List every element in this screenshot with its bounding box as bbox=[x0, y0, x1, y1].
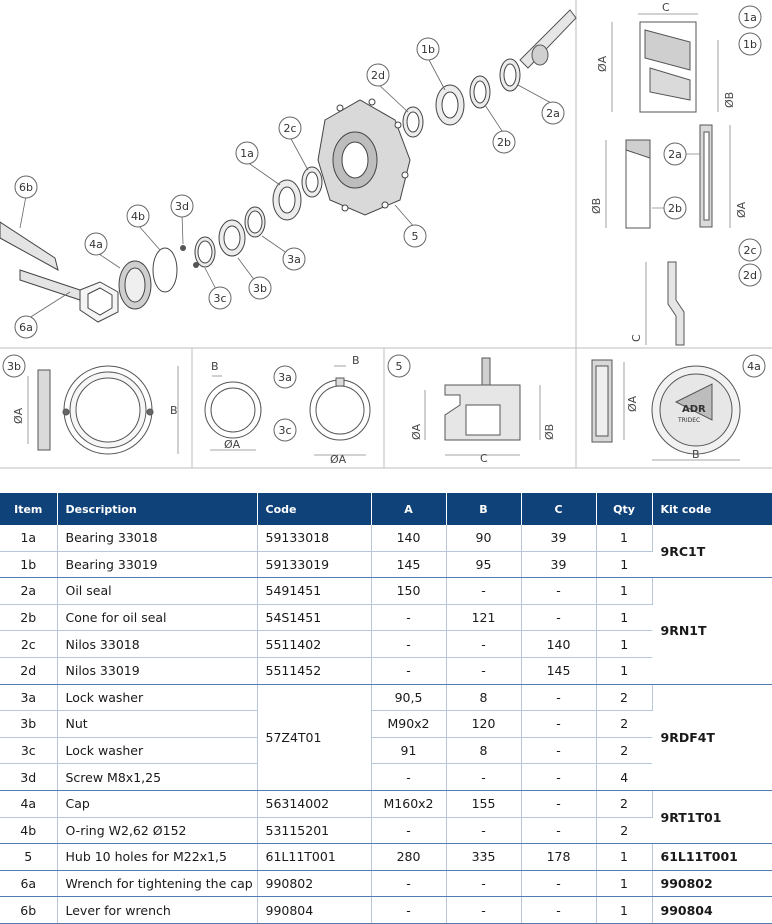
cell-code: 54S1451 bbox=[257, 604, 371, 631]
callout-2a: 2a bbox=[546, 107, 560, 120]
bearing-section-drawing bbox=[640, 22, 696, 112]
dim-a-hub: ØA bbox=[410, 423, 423, 440]
oring-4b-drawing bbox=[153, 248, 177, 292]
cell-item: 4b bbox=[0, 817, 57, 844]
callout-2c: 2c bbox=[283, 122, 297, 135]
cell-item: 2a bbox=[0, 578, 57, 605]
callout-4a: 4a bbox=[89, 238, 103, 251]
cell-code: 990802 bbox=[257, 870, 371, 897]
cell-kit-code: 990804 bbox=[652, 897, 772, 924]
cell-qty: 1 bbox=[596, 657, 652, 684]
dim-b-washer-3a: B bbox=[352, 354, 360, 367]
cell-code: 5491451 bbox=[257, 578, 371, 605]
cell-item: 2b bbox=[0, 604, 57, 631]
cell-a: - bbox=[371, 604, 446, 631]
dim-b-bearing: ØB bbox=[723, 91, 736, 108]
cell-item: 3a bbox=[0, 684, 57, 711]
callout-2a-detail: 2a bbox=[668, 148, 682, 161]
table-row bbox=[0, 897, 772, 924]
cell-description: Lever for wrench bbox=[57, 897, 257, 924]
cell-a: - bbox=[371, 817, 446, 844]
header-a: A bbox=[371, 493, 446, 525]
dim-b-washer-3c: B bbox=[211, 360, 219, 373]
cell-a: M90x2 bbox=[371, 711, 446, 738]
header-description: Description bbox=[57, 493, 257, 525]
cell-c: - bbox=[521, 764, 596, 791]
callout-1a-detail: 1a bbox=[743, 11, 757, 24]
parts-table bbox=[0, 493, 772, 924]
cell-description: Hub 10 holes for M22x1,5 bbox=[57, 844, 257, 871]
cell-code: 59133019 bbox=[257, 551, 371, 578]
cell-item: 2d bbox=[0, 657, 57, 684]
cell-qty: 1 bbox=[596, 525, 652, 551]
callout-6a: 6a bbox=[19, 321, 33, 334]
dim-a-seal: ØA bbox=[735, 201, 748, 218]
cell-description: Oil seal bbox=[57, 578, 257, 605]
cell-description: Bearing 33019 bbox=[57, 551, 257, 578]
header-kit-code: Kit code bbox=[652, 493, 772, 525]
cell-item: 1a bbox=[0, 525, 57, 551]
svg-text:ADR: ADR bbox=[682, 404, 706, 415]
cell-kit-code: 9RDF4T bbox=[652, 684, 772, 790]
cell-code: 56314002 bbox=[257, 790, 371, 817]
callout-3d: 3d bbox=[175, 200, 189, 213]
cell-b: - bbox=[446, 657, 521, 684]
cell-item: 5 bbox=[0, 844, 57, 871]
nut-detail-drawing bbox=[38, 366, 153, 454]
callout-2c-detail: 2c bbox=[743, 244, 757, 257]
header-code: Code bbox=[257, 493, 371, 525]
cell-item: 2c bbox=[0, 631, 57, 658]
cell-b: 335 bbox=[446, 844, 521, 871]
cell-kit-code: 9RT1T01 bbox=[652, 790, 772, 843]
cell-b: 8 bbox=[446, 737, 521, 764]
axle-shaft bbox=[520, 10, 576, 68]
callout-5-detail: 5 bbox=[395, 360, 403, 373]
cell-c: 39 bbox=[521, 525, 596, 551]
callout-6b: 6b bbox=[19, 181, 33, 194]
callout-1a: 1a bbox=[240, 147, 254, 160]
callout-2d-detail: 2d bbox=[743, 269, 757, 282]
callout-2b: 2b bbox=[497, 136, 511, 149]
header-b: B bbox=[446, 493, 521, 525]
cell-description: O-ring W2,62 Ø152 bbox=[57, 817, 257, 844]
cell-description: Screw M8x1,25 bbox=[57, 764, 257, 791]
cell-c: - bbox=[521, 578, 596, 605]
cell-item: 3d bbox=[0, 764, 57, 791]
cell-kit-code: 9RC1T bbox=[652, 525, 772, 578]
table-row bbox=[0, 684, 772, 711]
table-row bbox=[0, 844, 772, 871]
cell-c: - bbox=[521, 817, 596, 844]
cell-item: 6b bbox=[0, 897, 57, 924]
cell-a: 140 bbox=[371, 525, 446, 551]
header-qty: Qty bbox=[596, 493, 652, 525]
dim-b-cone: ØB bbox=[590, 197, 603, 214]
cell-description: Lock washer bbox=[57, 684, 257, 711]
cell-b: - bbox=[446, 764, 521, 791]
dim-a-cap: ØA bbox=[626, 395, 639, 412]
cell-a: - bbox=[371, 897, 446, 924]
cell-a: - bbox=[371, 870, 446, 897]
callout-3a-detail: 3a bbox=[278, 371, 292, 384]
cell-code: 5511452 bbox=[257, 657, 371, 684]
cell-code: 61L11T001 bbox=[257, 844, 371, 871]
dim-b-nut: B bbox=[170, 404, 178, 417]
hub-section-drawing bbox=[445, 358, 520, 440]
callout-3a: 3a bbox=[287, 253, 301, 266]
hub-drawing bbox=[318, 99, 410, 215]
header-c: C bbox=[521, 493, 596, 525]
cell-description: Nut bbox=[57, 711, 257, 738]
callout-3c: 3c bbox=[213, 292, 227, 305]
cell-qty: 1 bbox=[596, 631, 652, 658]
cell-description: Cap bbox=[57, 790, 257, 817]
callout-4a-detail: 4a bbox=[747, 360, 761, 373]
cell-a: 145 bbox=[371, 551, 446, 578]
cell-b: 121 bbox=[446, 604, 521, 631]
cell-code: 5511402 bbox=[257, 631, 371, 658]
callout-1b-detail: 1b bbox=[743, 38, 757, 51]
cell-qty: 2 bbox=[596, 684, 652, 711]
dim-c-hub: C bbox=[480, 452, 488, 465]
cell-qty: 1 bbox=[596, 844, 652, 871]
dim-a-nut: ØA bbox=[12, 407, 25, 424]
cell-a: - bbox=[371, 631, 446, 658]
cell-item: 4a bbox=[0, 790, 57, 817]
cell-b: - bbox=[446, 817, 521, 844]
header-item: Item bbox=[0, 493, 57, 525]
table-row bbox=[0, 870, 772, 897]
cell-kit-code: 61L11T001 bbox=[652, 844, 772, 871]
cell-c: 39 bbox=[521, 551, 596, 578]
cell-description: Nilos 33018 bbox=[57, 631, 257, 658]
cell-c: 145 bbox=[521, 657, 596, 684]
cell-a: M160x2 bbox=[371, 790, 446, 817]
cell-c: - bbox=[521, 711, 596, 738]
cell-b: 95 bbox=[446, 551, 521, 578]
cell-code: 59133018 bbox=[257, 525, 371, 551]
cell-b: - bbox=[446, 631, 521, 658]
cell-c: - bbox=[521, 684, 596, 711]
cell-c: 178 bbox=[521, 844, 596, 871]
cell-b: - bbox=[446, 897, 521, 924]
cell-c: 140 bbox=[521, 631, 596, 658]
cell-a: 91 bbox=[371, 737, 446, 764]
dim-a-washer-3a: ØA bbox=[330, 453, 347, 466]
cell-description: Bearing 33018 bbox=[57, 525, 257, 551]
cell-c: - bbox=[521, 897, 596, 924]
callout-4b: 4b bbox=[131, 210, 145, 223]
dim-c-nilos: C bbox=[630, 334, 643, 342]
cell-a: 90,5 bbox=[371, 684, 446, 711]
cell-qty: 4 bbox=[596, 764, 652, 791]
cell-b: 90 bbox=[446, 525, 521, 551]
dim-b-cap: B bbox=[692, 448, 700, 461]
cell-qty: 2 bbox=[596, 790, 652, 817]
cell-item: 1b bbox=[0, 551, 57, 578]
dim-c-bearing: C bbox=[662, 1, 670, 14]
cell-b: 155 bbox=[446, 790, 521, 817]
cell-a: 150 bbox=[371, 578, 446, 605]
cell-code: 53115201 bbox=[257, 817, 371, 844]
cell-c: - bbox=[521, 604, 596, 631]
cell-c: - bbox=[521, 790, 596, 817]
cell-qty: 2 bbox=[596, 711, 652, 738]
table-header-row bbox=[0, 493, 772, 525]
cell-item: 6a bbox=[0, 870, 57, 897]
cell-qty: 2 bbox=[596, 737, 652, 764]
cell-qty: 1 bbox=[596, 578, 652, 605]
cell-qty: 2 bbox=[596, 817, 652, 844]
cell-description: Nilos 33019 bbox=[57, 657, 257, 684]
cell-qty: 1 bbox=[596, 604, 652, 631]
cell-b: - bbox=[446, 870, 521, 897]
table-row bbox=[0, 525, 772, 551]
cell-b: - bbox=[446, 578, 521, 605]
cell-code: 57Z4T01 bbox=[257, 684, 371, 790]
cell-c: - bbox=[521, 870, 596, 897]
callout-5: 5 bbox=[411, 230, 419, 243]
cell-description: Wrench for tightening the cap bbox=[57, 870, 257, 897]
cell-kit-code: 9RN1T bbox=[652, 578, 772, 684]
cell-b: 120 bbox=[446, 711, 521, 738]
cell-description: Cone for oil seal bbox=[57, 604, 257, 631]
cap-detail-drawing bbox=[592, 360, 740, 454]
callout-2d: 2d bbox=[371, 69, 385, 82]
cell-c: - bbox=[521, 737, 596, 764]
cell-a: 280 bbox=[371, 844, 446, 871]
cell-item: 3c bbox=[0, 737, 57, 764]
cell-item: 3b bbox=[0, 711, 57, 738]
table-row bbox=[0, 578, 772, 605]
cell-description: Lock washer bbox=[57, 737, 257, 764]
cell-kit-code: 990802 bbox=[652, 870, 772, 897]
cell-qty: 1 bbox=[596, 551, 652, 578]
callout-1b: 1b bbox=[421, 43, 435, 56]
callout-3b: 3b bbox=[253, 282, 267, 295]
cell-qty: 1 bbox=[596, 870, 652, 897]
callout-3c-detail: 3c bbox=[278, 424, 292, 437]
dim-b-hub: ØB bbox=[543, 423, 556, 440]
dim-a-washer-3c: ØA bbox=[224, 438, 241, 451]
table-row bbox=[0, 790, 772, 817]
cell-qty: 1 bbox=[596, 897, 652, 924]
nilos-section-drawing bbox=[668, 262, 684, 345]
dim-a-bearing: ØA bbox=[596, 55, 609, 72]
cell-a: - bbox=[371, 764, 446, 791]
svg-text:TRIDEC: TRIDEC bbox=[678, 417, 701, 424]
cell-code: 990804 bbox=[257, 897, 371, 924]
callout-3b-detail: 3b bbox=[7, 360, 21, 373]
callout-2b-detail: 2b bbox=[668, 202, 682, 215]
cell-b: 8 bbox=[446, 684, 521, 711]
cell-a: - bbox=[371, 657, 446, 684]
